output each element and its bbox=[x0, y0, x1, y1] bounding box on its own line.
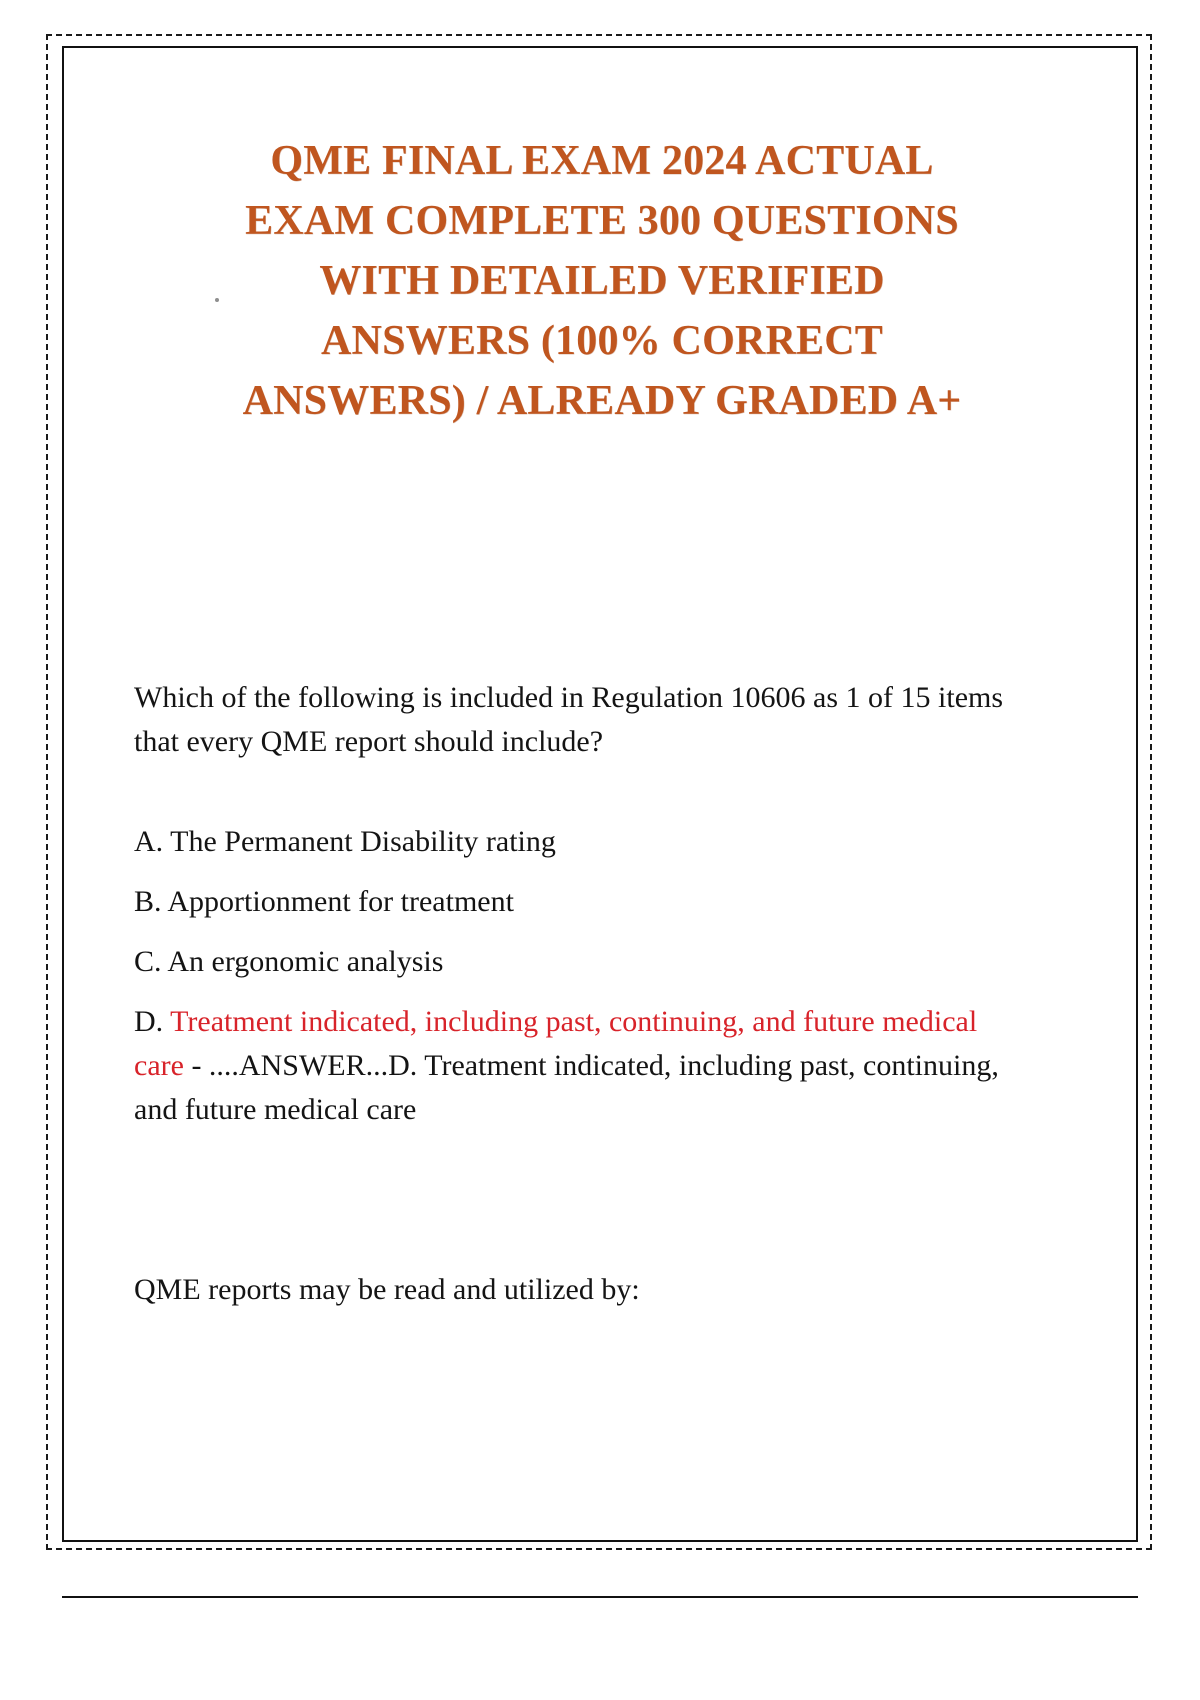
option-d-with-answer bbox=[134, 1000, 1014, 1132]
title-line-3: WITH DETAILED VERIFIED bbox=[319, 258, 885, 304]
title-line-1: QME FINAL EXAM 2024 ACTUAL bbox=[270, 138, 934, 184]
option-b-label: B. bbox=[134, 885, 162, 918]
option-a-label: A. bbox=[134, 825, 164, 858]
page-bottom-rule bbox=[62, 1596, 1138, 1598]
option-b bbox=[134, 880, 1014, 924]
option-a-text: The Permanent Disability rating bbox=[170, 825, 556, 858]
scan-artifact-speck bbox=[215, 298, 219, 302]
option-c bbox=[134, 940, 1014, 984]
option-d-highlighted-text: Treatment indicated, including past, continuing, and future medical care bbox=[134, 1005, 978, 1082]
page-content bbox=[62, 46, 1138, 1542]
spacer bbox=[134, 1200, 1024, 1238]
title-line-2: EXAM COMPLETE 300 QUESTIONS bbox=[245, 198, 959, 244]
question-body bbox=[134, 676, 1024, 1342]
option-c-text: An ergonomic analysis bbox=[167, 945, 444, 978]
option-d-answer-text: - ....ANSWER...D. Treatment indicated, including past, continuing, and future medical care bbox=[134, 1049, 999, 1126]
spacer bbox=[134, 1162, 1024, 1200]
option-d-label: D. bbox=[134, 1005, 164, 1038]
spacer bbox=[134, 764, 1024, 820]
title-line-5: ANSWERS) / ALREADY GRADED A+ bbox=[242, 378, 962, 424]
option-a bbox=[134, 820, 1014, 864]
title-line-4: ANSWERS (100% CORRECT bbox=[321, 318, 883, 364]
question-stem: Which of the following is included in Regulation 10606 as 1 of 15 items that every QME report should include? bbox=[134, 681, 1004, 758]
next-question-stem: QME reports may be read and utilized by: bbox=[134, 1273, 640, 1306]
option-c-label: C. bbox=[134, 945, 162, 978]
page-title bbox=[132, 131, 1072, 431]
option-b-text: Apportionment for treatment bbox=[167, 885, 514, 918]
